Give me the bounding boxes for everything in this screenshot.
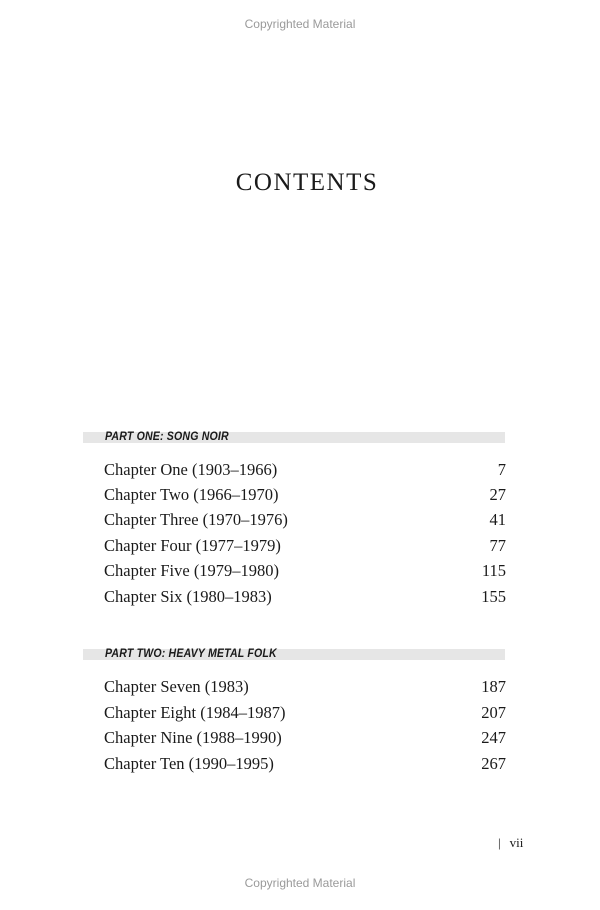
copyright-watermark-top: Copyrighted Material [244,17,356,31]
toc-entry-page: 77 [489,536,506,555]
toc-entry-label: Chapter Nine (1988–1990) [104,728,282,747]
part-heading: PART ONE: SONG NOIR [105,429,229,443]
toc-entry[interactable] [104,587,506,611]
toc-entry-label: Chapter Five (1979–1980) [104,561,280,580]
toc-entry-label: Chapter Eight (1984–1987) [104,703,286,722]
toc-entry-page: 247 [481,728,506,747]
toc-entry-overature[interactable] [104,386,506,410]
toc-entry-page: 7 [497,460,506,479]
toc-entry[interactable] [104,485,506,509]
toc-entry-label: Chapter Ten (1990–1995) [104,754,274,773]
folio-page-number: vii [509,835,524,850]
toc-entry[interactable] [104,703,506,727]
toc-entry-label: Chapter Three (1970–1976) [104,510,288,529]
toc-entry-page: 187 [481,677,506,696]
toc-entry-label: Chapter Six (1980–1983) [104,587,272,606]
copyright-watermark-bottom: Copyrighted Material [244,876,356,890]
toc-entry-label: Chapter One (1903–1966) [104,460,278,479]
toc-entry-label: Chapter Two (1966–1970) [104,485,279,504]
toc-entry[interactable] [104,536,506,560]
toc-entry-page: 155 [481,587,506,606]
toc-entry-page: 27 [489,485,506,504]
toc-entry[interactable] [104,460,506,484]
toc-entry[interactable] [104,561,506,585]
toc-entry-label: Chapter Four (1977–1979) [104,536,281,555]
page-folio [498,835,523,851]
part-heading: PART TWO: HEAVY METAL FOLK [105,646,277,660]
toc-entry[interactable] [104,728,506,752]
toc-entry[interactable] [104,754,506,778]
toc-entry[interactable] [104,510,506,534]
toc-entry-page: 41 [489,510,506,529]
folio-separator: | [498,835,501,850]
toc-entry[interactable] [104,677,506,701]
toc-entry-page: 267 [481,754,506,773]
toc-entry-page: 115 [481,561,506,580]
toc-entry-page: 207 [481,703,506,722]
page-title: CONTENTS [235,169,379,196]
toc-entry-label: Chapter Seven (1983) [104,677,249,696]
